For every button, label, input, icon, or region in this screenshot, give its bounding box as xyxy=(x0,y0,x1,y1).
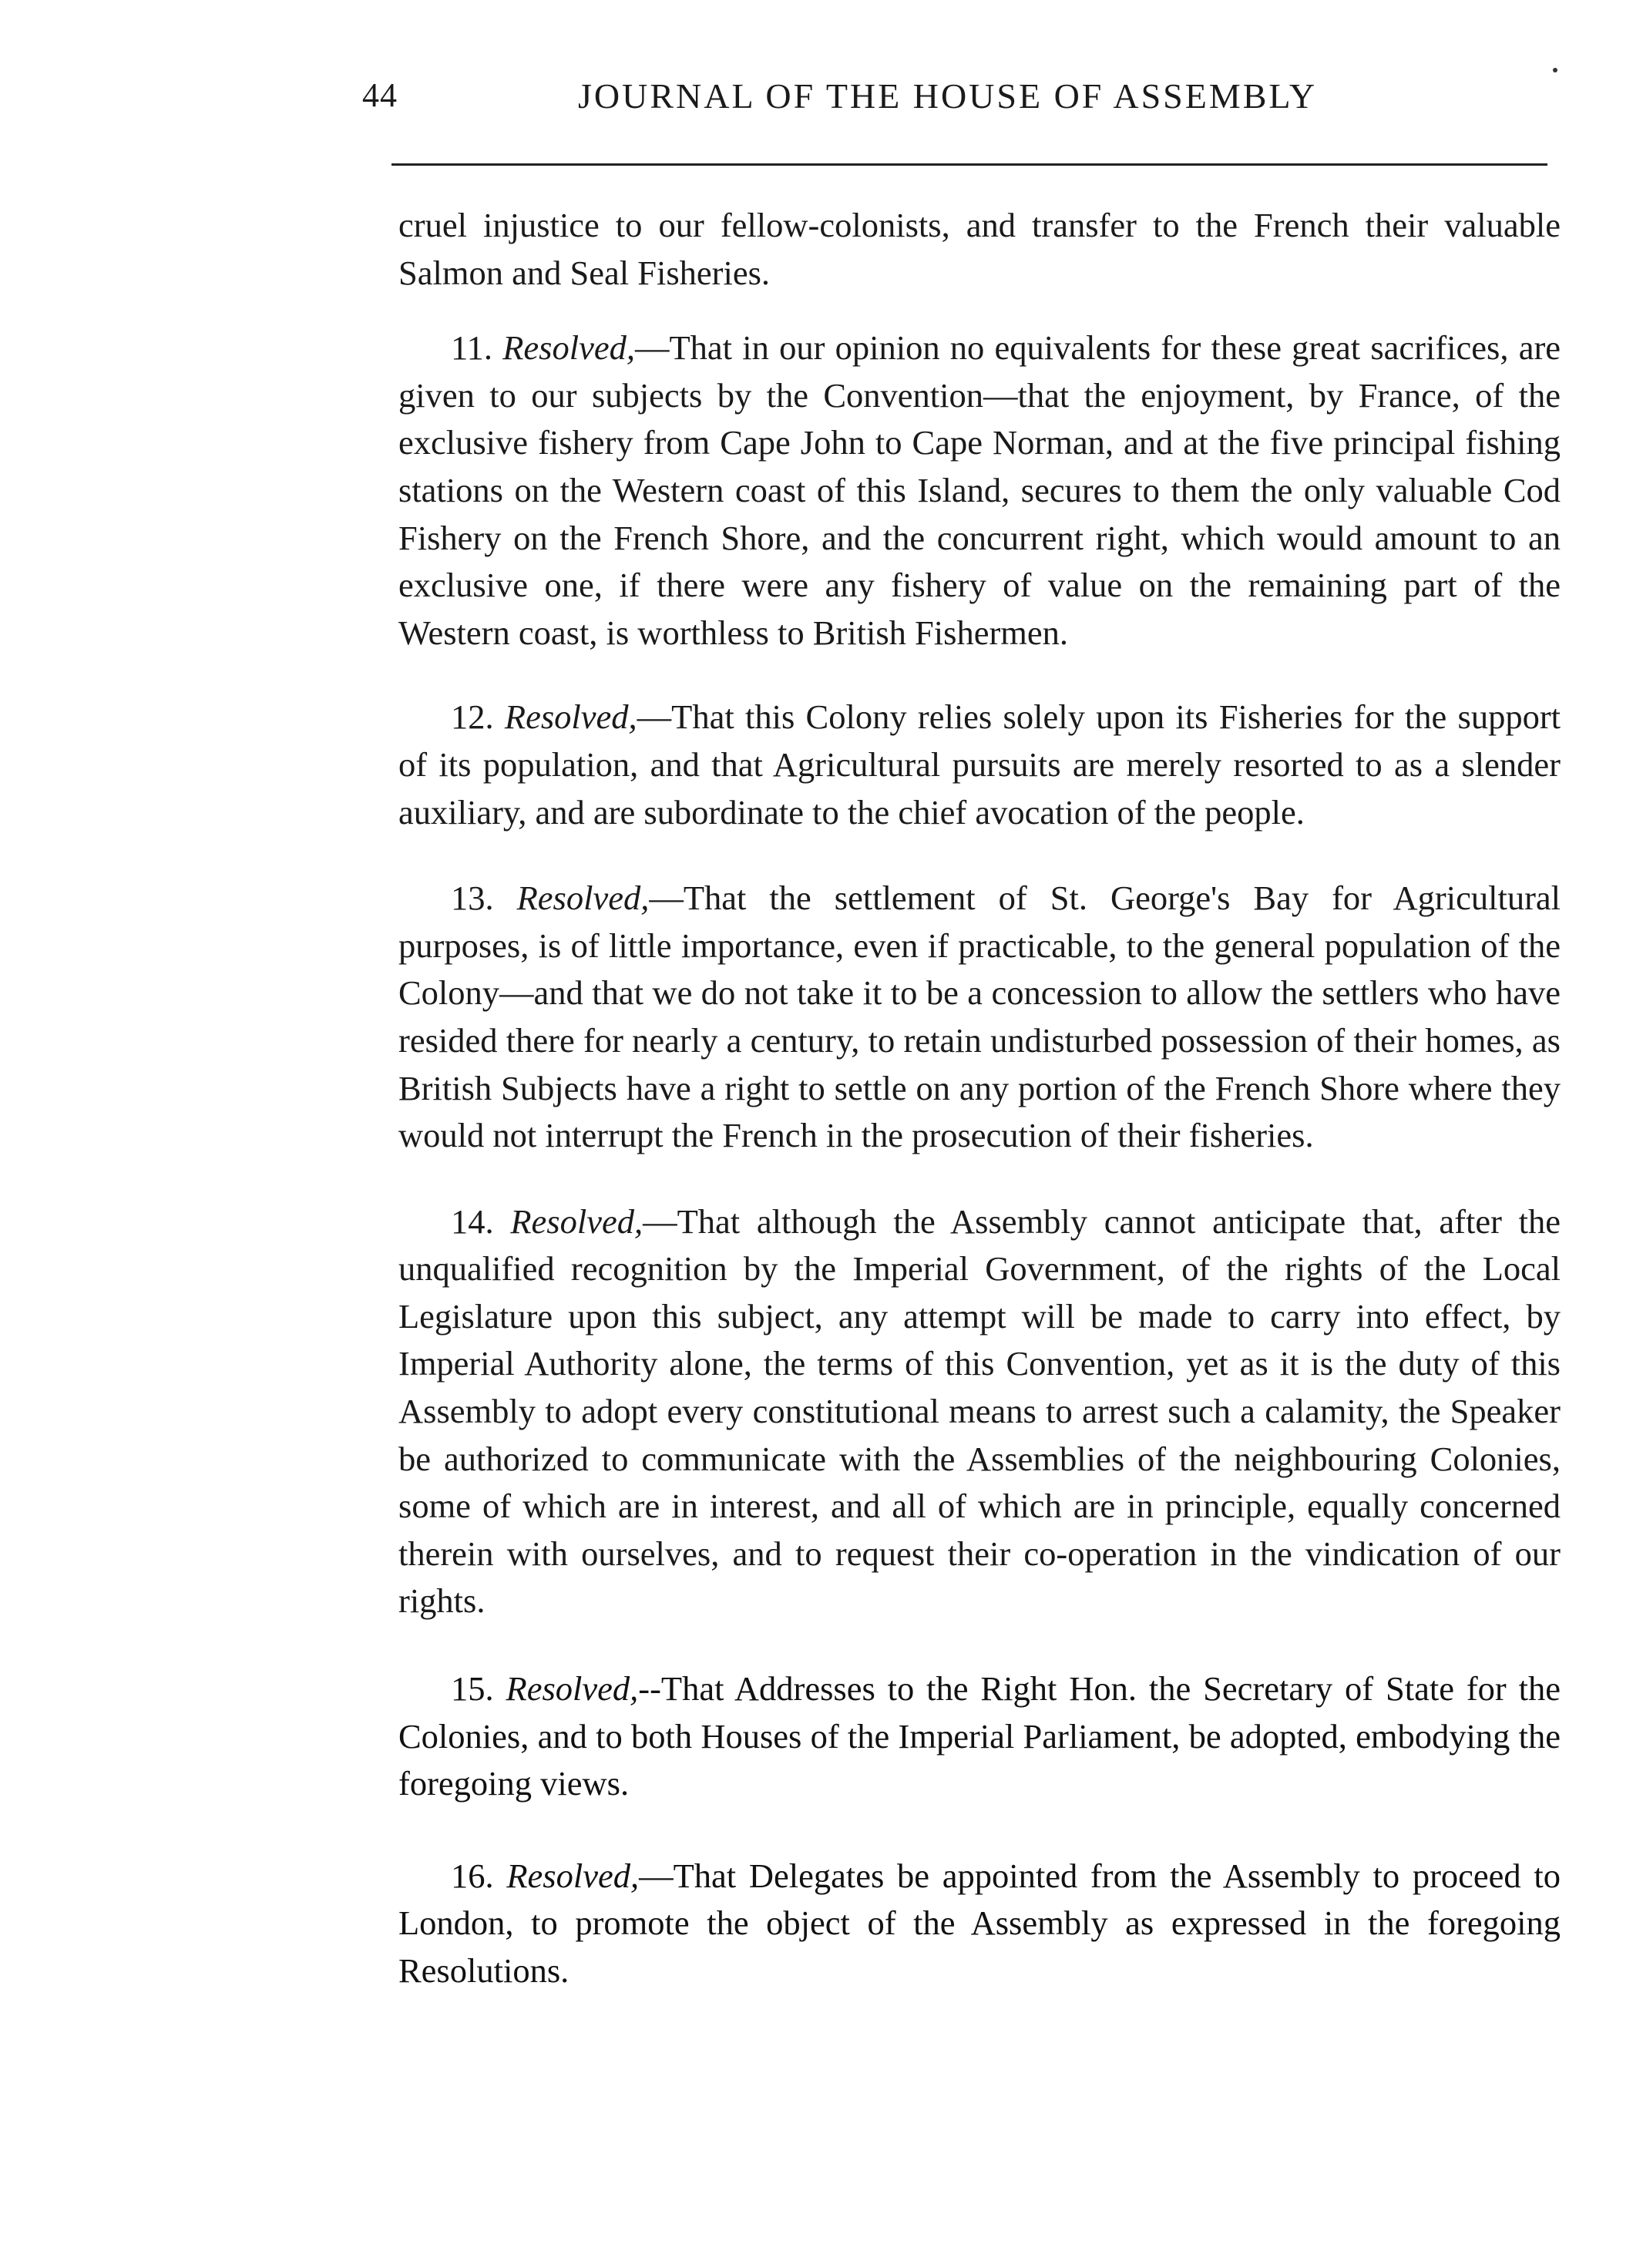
resolution-text: —That Delegates be appointed from the Assembly to proceed to London, to promote the object of the Assembly as expressed in the foregoing Resolutions. xyxy=(398,1856,1561,1990)
resolution-12 xyxy=(398,694,1561,836)
page-number: 44 xyxy=(362,76,398,114)
resolution-number: 11. xyxy=(451,328,492,368)
resolution-label: Resolved, xyxy=(506,1669,639,1709)
resolution-13 xyxy=(398,875,1561,1160)
resolution-text: --That Addresses to the Right Hon. the Secretary of State for the Colonies, and to both Houses of the Imperial Parliament, be adopted, embodying the foregoing views. xyxy=(398,1669,1561,1803)
resolution-number: 15. xyxy=(451,1669,494,1709)
resolution-14 xyxy=(398,1198,1561,1625)
body-text xyxy=(398,202,1561,1995)
resolution-text: —That in our opinion no equivalents for these great sacrifices, are given to our subjects by the Convention—that the enjoyment, by France, of the exclusive fishery from Cape John to Cape Norman, and at the five principal fishing stations on the Western coast of this Island, secures to them the only valuable Cod Fishery on the French Shore, and the concurrent right, which would amount to an exclusive one, if there were any fishery of value on the remaining part of the Western coast, is worthless to British Fishermen. xyxy=(398,328,1561,652)
resolution-15 xyxy=(398,1665,1561,1808)
running-title: JOURNAL OF THE HOUSE OF ASSEMBLY xyxy=(578,76,1318,116)
print-speck xyxy=(1553,68,1557,72)
resolution-11 xyxy=(398,324,1561,657)
paragraph-text: cruel injustice to our fellow-colonists, and transfer to the French their valuable Salmon and Seal Fisheries. xyxy=(398,206,1561,292)
resolution-number: 14. xyxy=(451,1201,494,1241)
paragraph-continuation xyxy=(398,202,1561,297)
resolution-number: 13. xyxy=(451,879,494,918)
header-rule xyxy=(391,163,1547,166)
resolution-text: —That the settlement of St. George's Bay for Agricultural purposes, is of little importance, even if practicable, to the general population of the Colony—and that we do not take it to be a concession to allow the settlers who have resided there for nearly a century, to retain undisturbed possession of their homes, as British Subjects have a right to settle on any portion of the French Shore where they would not interrupt the French in the prosecution of their fisheries. xyxy=(398,879,1561,1155)
resolution-16 xyxy=(398,1853,1561,1995)
resolution-label: Resolved, xyxy=(510,1201,643,1241)
resolution-label: Resolved, xyxy=(502,328,635,368)
resolution-label: Resolved, xyxy=(516,879,650,918)
resolution-text: —That this Colony relies solely upon its Fisheries for the support of its population, and that Agricultural pursuits are merely resorted to as a slender auxiliary, and are subordinate to the chief avocation of the people. xyxy=(398,697,1561,832)
resolution-label: Resolved, xyxy=(504,697,637,737)
page-header xyxy=(362,76,1564,122)
resolution-label: Resolved, xyxy=(506,1856,640,1895)
resolution-number: 12. xyxy=(451,697,494,737)
resolution-number: 16. xyxy=(451,1856,494,1895)
resolution-text: —That although the Assembly cannot anticipate that, after the unqualified recognition by the Imperial Government, of the rights of the Local Legislature upon this subject, any attempt will be made to carry into effect, by Imperial Authority alone, the terms of this Convention, yet as it is the duty of this Assembly to adopt every constitutional means to arrest such a calamity, the Speaker be authorized to communicate with the Assemblies of the neighbouring Colonies, some of which are in interest, and all of which are in principle, equally concerned therein with ourselves, and to request their co-operation in the vindication of our rights. xyxy=(398,1201,1561,1621)
